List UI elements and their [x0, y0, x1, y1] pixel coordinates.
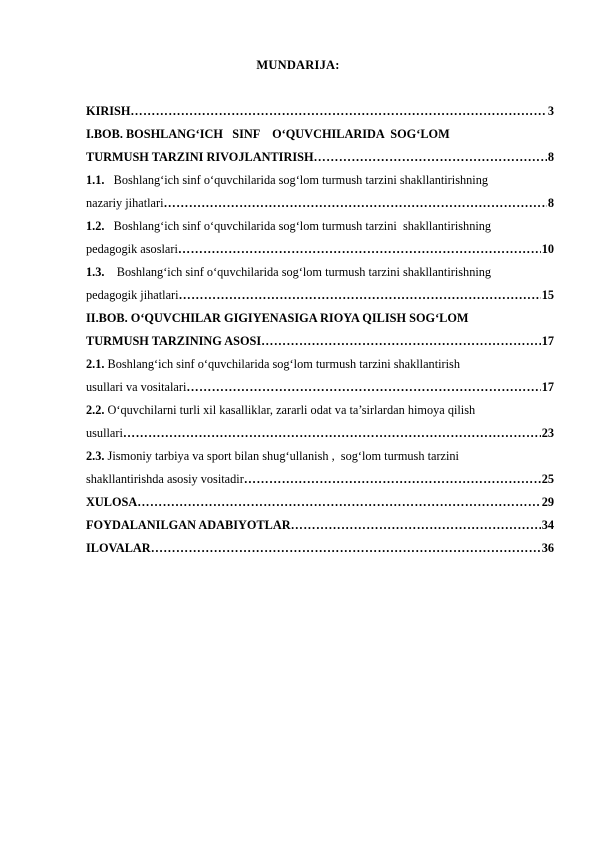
toc-entry-text: FOYDALANILGAN ADABIYOTLAR	[86, 518, 291, 532]
toc-entry-line[interactable]	[86, 330, 554, 353]
toc-dot-leader	[179, 284, 541, 307]
toc-entry-line[interactable]	[86, 261, 554, 284]
toc-dot-leader	[244, 468, 541, 491]
toc-page-number: 34	[541, 518, 554, 532]
toc-entry-text: TURMUSH TARZINI RIVOJLANTIRISH	[86, 150, 314, 164]
toc-entry-text: XULOSA	[86, 495, 138, 509]
toc-entry-number: 2.3.	[86, 449, 105, 463]
toc-entry-line[interactable]	[86, 215, 554, 238]
toc-entry-number: 1.3.	[86, 265, 105, 279]
toc-entry-number: 1.2.	[86, 219, 105, 233]
toc-entry-number: 2.1.	[86, 357, 105, 371]
toc-entry-line[interactable]	[86, 123, 554, 146]
toc-entry-text: Boshlang‘ich sinf o‘quvchilarida sog‘lom turmush tarzini shakllantirishning	[104, 173, 488, 187]
toc-entry-text: shakllantirishda asosiy vositadir	[86, 472, 244, 486]
toc-page-number: 8	[547, 150, 554, 164]
toc-entry-line[interactable]	[86, 422, 554, 445]
toc-entry-line[interactable]	[86, 307, 554, 330]
toc-dot-leader	[261, 330, 541, 353]
toc-entry-text: ILOVALAR	[86, 541, 151, 555]
toc-entry-text: usullari va vositalari	[86, 380, 187, 394]
toc-entry-text: KIRISH	[86, 104, 131, 118]
toc-entry-text: O‘quvchilarni turli xil kasalliklar, zararli odat va ta’sirlardan himoya qilish	[104, 403, 476, 417]
toc-entry-text: usullari	[86, 426, 123, 440]
toc-entry-line[interactable]	[86, 238, 554, 261]
toc-entry-text: II.BOB. O‘QUVCHILAR GIGIYENASIGA RIOYA QILISH SOG‘LOM	[86, 311, 469, 325]
toc-entry-text: TURMUSH TARZINING ASOSI	[86, 334, 262, 348]
toc-page-number: 25	[541, 472, 554, 486]
toc-dot-leader	[178, 238, 541, 261]
toc-entry-line[interactable]	[86, 169, 554, 192]
toc-entry-text: Boshlang‘ich sinf o‘quvchilarida sog‘lom turmush tarzini shakllantirishning	[104, 265, 492, 279]
toc-entry-number: 1.1.	[86, 173, 105, 187]
toc-dot-leader	[314, 146, 547, 169]
toc-page-number: 17	[541, 380, 554, 394]
toc-entry-text: Boshlang‘ich sinf o‘quvchilarida sog‘lom turmush tarzini shakllantirishning	[104, 219, 492, 233]
toc-entry-line[interactable]	[86, 537, 554, 560]
toc-dot-leader	[151, 537, 541, 560]
toc-entry-line[interactable]	[86, 192, 554, 215]
toc-page-number: 17	[541, 334, 554, 348]
toc-entry-text: Boshlang‘ich sinf o‘quvchilarida sog‘lom turmush tarzini shakllantirish	[104, 357, 460, 371]
toc-page-number: 29	[541, 495, 554, 509]
toc-entry-line[interactable]	[86, 445, 554, 468]
toc-entry-line[interactable]	[86, 284, 554, 307]
toc-entry-line[interactable]	[86, 146, 554, 169]
page-title: MUNDARIJA:	[256, 58, 340, 72]
toc-entry-line[interactable]	[86, 514, 554, 537]
toc-dot-leader	[186, 376, 540, 399]
toc-page-number: 23	[541, 426, 554, 440]
toc-page-number: 10	[541, 242, 554, 256]
toc-entry-line[interactable]	[86, 100, 554, 123]
toc-dot-leader	[137, 491, 540, 514]
table-of-contents	[86, 100, 554, 560]
toc-entry-number: 2.2.	[86, 403, 105, 417]
toc-page-number: 15	[541, 288, 554, 302]
toc-entry-line[interactable]	[86, 399, 554, 422]
toc-page-number: 8	[547, 196, 554, 210]
toc-dot-leader	[164, 192, 547, 215]
toc-entry-text: pedagogik asoslari	[86, 242, 178, 256]
toc-entry-line[interactable]	[86, 468, 554, 491]
toc-entry-text: I.BOB. BOSHLANG‘ICH SINF O‘QUVCHILARIDA SOG‘LOM	[86, 127, 450, 141]
toc-entry-text: Jismoniy tarbiya va sport bilan shug‘ullanish , sog‘lom turmush tarzini	[104, 449, 459, 463]
toc-entry-text: pedagogik jihatlari	[86, 288, 179, 302]
toc-entry-line[interactable]	[86, 353, 554, 376]
toc-page-number: 3	[547, 104, 554, 118]
toc-dot-leader	[130, 100, 546, 123]
toc-dot-leader	[291, 514, 541, 537]
toc-dot-leader	[123, 422, 541, 445]
toc-entry-line[interactable]	[86, 376, 554, 399]
toc-entry-line[interactable]	[86, 491, 554, 514]
toc-entry-text: nazariy jihatlari	[86, 196, 164, 210]
toc-page-number: 36	[541, 541, 554, 555]
